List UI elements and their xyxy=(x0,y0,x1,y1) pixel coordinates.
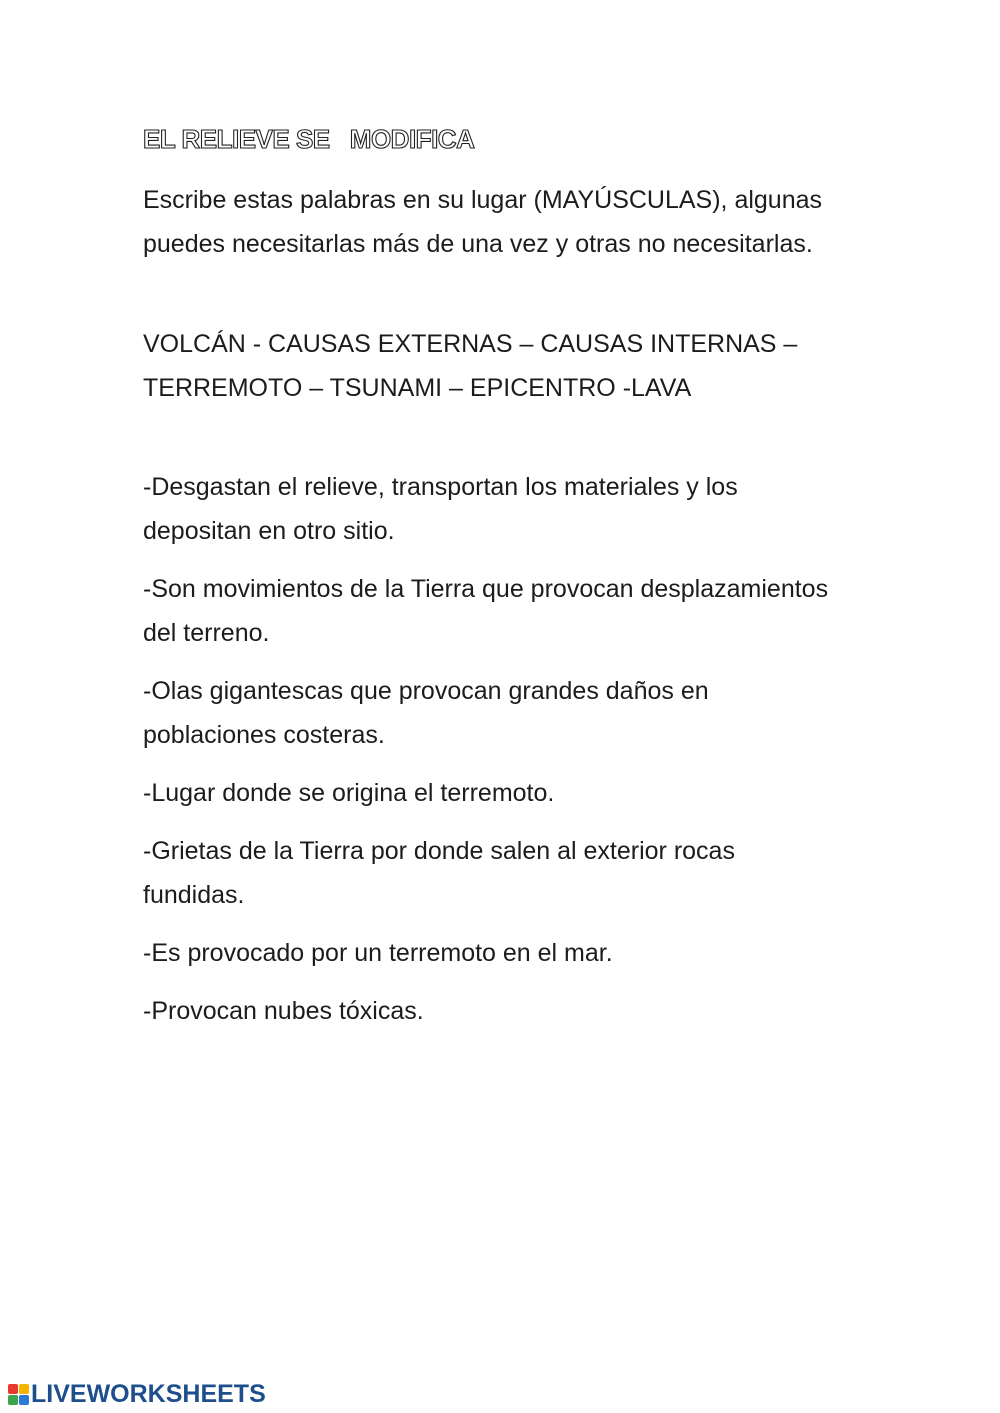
question-item-3: -Olas gigantescas que provocan grandes daños en poblaciones costeras. xyxy=(143,677,709,749)
question-item-6: -Es provocado por un terremoto en el mar. xyxy=(143,939,613,967)
question-item-7: -Provocan nubes tóxicas. xyxy=(143,997,424,1025)
question-item-5: -Grietas de la Tierra por donde salen al exterior rocas fundidas. xyxy=(143,837,735,909)
logo-square-green xyxy=(8,1395,18,1405)
instructions-text: Escribe estas palabras en su lugar (MAYÚSCULAS), algunas puedes necesitarlas más de una vez y otras no necesitarlas. xyxy=(143,186,823,258)
brand-footer xyxy=(8,1380,266,1409)
logo-square-yellow xyxy=(19,1384,29,1394)
question-list xyxy=(143,465,843,1047)
question-item-1: -Desgastan el relieve, transportan los materiales y los depositan en otro sitio. xyxy=(143,473,738,545)
brand-name: LIVEWORKSHEETS xyxy=(31,1380,266,1408)
logo-square-red xyxy=(8,1384,18,1394)
logo-square-blue xyxy=(19,1395,29,1405)
liveworksheets-logo-icon xyxy=(8,1384,29,1405)
question-item-2: -Son movimientos de la Tierra que provocan desplazamientos del terreno. xyxy=(143,575,829,647)
word-bank: VOLCÁN - CAUSAS EXTERNAS – CAUSAS INTERNAS – TERREMOTO – TSUNAMI – EPICENTRO -LAVA xyxy=(143,330,798,402)
page-title: EL RELIEVE SE MODIFICA xyxy=(143,124,475,154)
question-item-4: -Lugar donde se origina el terremoto. xyxy=(143,779,555,807)
